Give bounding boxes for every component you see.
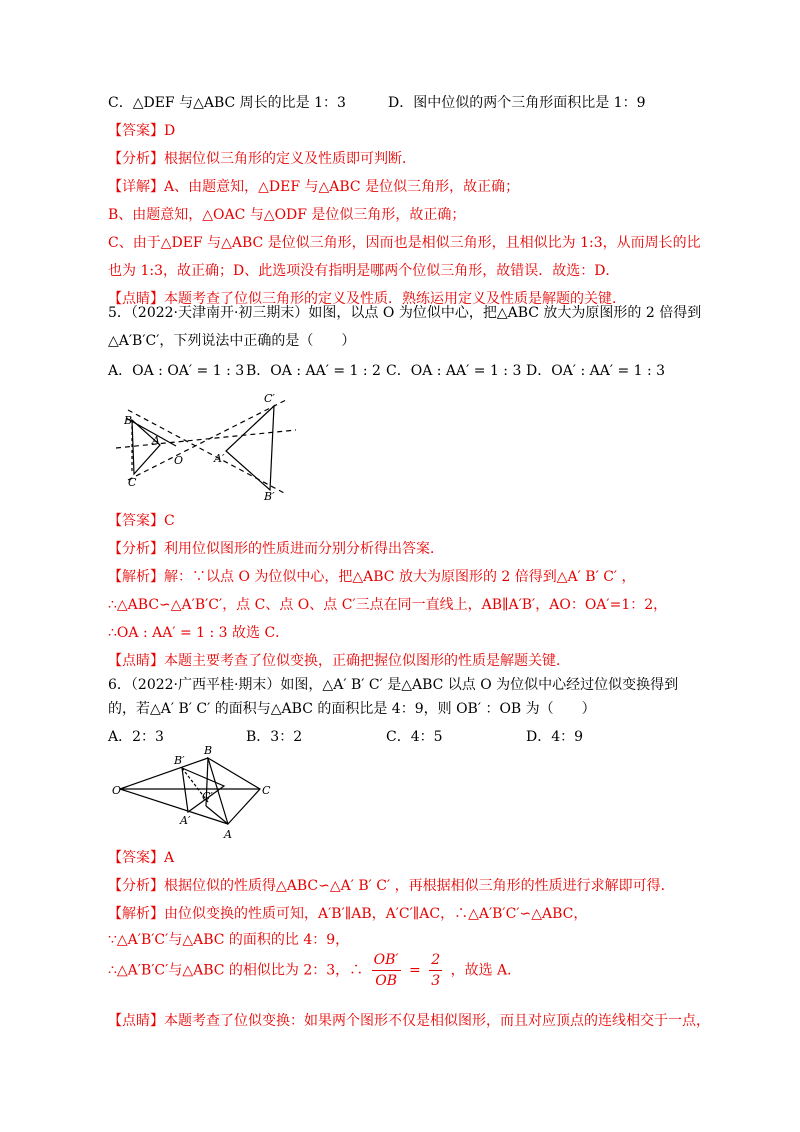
q5-label-b: B [124, 414, 133, 427]
q6-label-c-prime: C′ [202, 790, 213, 803]
q6-fraction-ratio-denominator: 3 [431, 973, 441, 989]
q5-figure [116, 390, 306, 502]
q5-analysis: 【分析】利用位似图形的性质进而分别分析得出答案． [108, 541, 444, 557]
q5-label-b-prime: B′ [264, 490, 275, 502]
q6-fraction-ob-numerator: OB′ [372, 950, 401, 971]
q6-label-a-prime: A′ [180, 814, 191, 827]
q4-comment: 【点睛】本题考查了位似三角形的定义及性质．熟练运用定义及性质是解题的关键． [108, 291, 626, 307]
q5-stem-2: △A′B′C′，下列说法中正确的是（ ） [108, 333, 356, 349]
q5-label-c-prime: C′ [264, 392, 275, 405]
q6-solution-3 [108, 950, 521, 991]
q6-option-c: C．4：5 [386, 729, 443, 745]
q5-stem-1: 5．（2022·天津南开·初三期末）如图，以点 O 为位似中心，把△ABC 放大为原图形的 2 倍得到 [108, 305, 702, 321]
q6-solution-2: ∵△A′B′C′与△ABC 的面积的比 4：9， [108, 932, 350, 948]
q5-option-d: D．OA′ : AA′ = 1 : 3 [526, 363, 666, 379]
q6-solution-1: 【解析】由位似变换的性质可知，A′B′∥AB，A′C′∥AC，∴△A′B′C′∽△ABC， [108, 906, 588, 922]
q6-fraction-ob [372, 950, 401, 991]
q6-label-c: C [262, 784, 271, 797]
q5-comment: 【点睛】本题主要考查了位似变换，正确把握位似图形的性质是解题关键． [108, 653, 570, 669]
q6-option-b: B．3：2 [246, 729, 303, 745]
q5-option-a: A．OA : OA′ = 1 : 3 [108, 363, 245, 379]
q6-comment: 【点睛】本题考查了位似变换：如果两个图形不仅是相似图形，而且对应顶点的连线相交于一点， [108, 1013, 710, 1029]
q5-option-b: B．OA : AA′ = 1 : 2 [246, 363, 381, 379]
q6-option-a: A．2：3 [108, 729, 164, 745]
q4-analysis: 【分析】根据位似三角形的定义及性质即可判断． [108, 151, 416, 167]
q6-solution-3-text: ∴△A′B′C′与△ABC 的相似比为 2：3，∴ [108, 962, 364, 979]
q6-label-b: B [204, 744, 213, 757]
q6-label-o: O [112, 784, 122, 797]
q6-figure [112, 742, 272, 842]
q5-axis-line [116, 430, 296, 448]
q4-answer: 【答案】D [108, 123, 176, 139]
q6-fraction-ratio [429, 950, 442, 991]
q5-answer: 【答案】C [108, 513, 175, 529]
q5-option-c: C．OA : AA′ = 1 : 3 [386, 363, 522, 379]
q6-fraction-ratio-numerator: 2 [429, 950, 442, 971]
q6-label-b-prime: B′ [174, 754, 185, 767]
q6-option-d: D．4：9 [526, 729, 584, 745]
q5-solution-2: ∴△ABC∽△A′B′C′，点 C、点 O、点 C′三点在同一直线上，AB∥A′B′，AO：OA′=1：2， [108, 597, 668, 613]
q4-detail-1: 【详解】A、由题意知，△DEF 与△ABC 是位似三角形，故正确； [108, 179, 520, 195]
q5-label-a-prime: A′ [214, 452, 225, 465]
q4-option-c: C．△DEF 与△ABC 周长的比是 1：3 [108, 95, 346, 111]
q6-stem-1: 6．（2022·广西平桂·期末）如图，△A′ B′ C′ 是△ABC 以点 O 为位似中心经过位似变换得到 [108, 677, 679, 693]
q5-label-a: A [152, 434, 160, 447]
q4-detail-2: B、由题意知，△OAC 与△ODF 是位似三角形，故正确； [108, 207, 466, 223]
q5-solution-1: 【解析】解：∵以点 O 为位似中心，把△ABC 放大为原图形的 2 倍得到△A′ B′ C′ ， [108, 569, 636, 585]
q6-equals-sign: = [409, 962, 421, 979]
q4-option-d: D．图中位似的两个三角形面积比是 1：9 [388, 95, 646, 111]
q4-detail-4: 也为 1:3，故正确；D、此选项没有指明是哪两个位似三角形，故错误．故选：D． [108, 263, 620, 279]
q6-label-a: A [224, 828, 232, 841]
q5-label-o: O [174, 454, 184, 467]
q6-analysis: 【分析】根据位似的性质得△ABC∽△A′ B′ C′ ，再根据相似三角形的性质进行求解即可得． [108, 878, 675, 894]
q5-line-bo [128, 410, 286, 494]
q5-label-c: C [128, 476, 137, 489]
q6-answer: 【答案】A [108, 850, 175, 866]
q5-solution-3: ∴OA : AA′ = 1 : 3 故选 C． [108, 625, 290, 641]
q6-fraction-ob-denominator: OB [375, 973, 397, 989]
q4-detail-3: C、由于△DEF 与△ABC 是位似三角形，因而也是相似三角形，且相似比为 1:3，从而周长的比 [108, 235, 701, 251]
q6-solution-3-end: ，故选 A． [450, 962, 522, 979]
q6-stem-2: 的，若△A′ B′ C′ 的面积与△ABC 的面积比是 4：9，则 OB′ ：OB 为（ ） [108, 701, 596, 717]
